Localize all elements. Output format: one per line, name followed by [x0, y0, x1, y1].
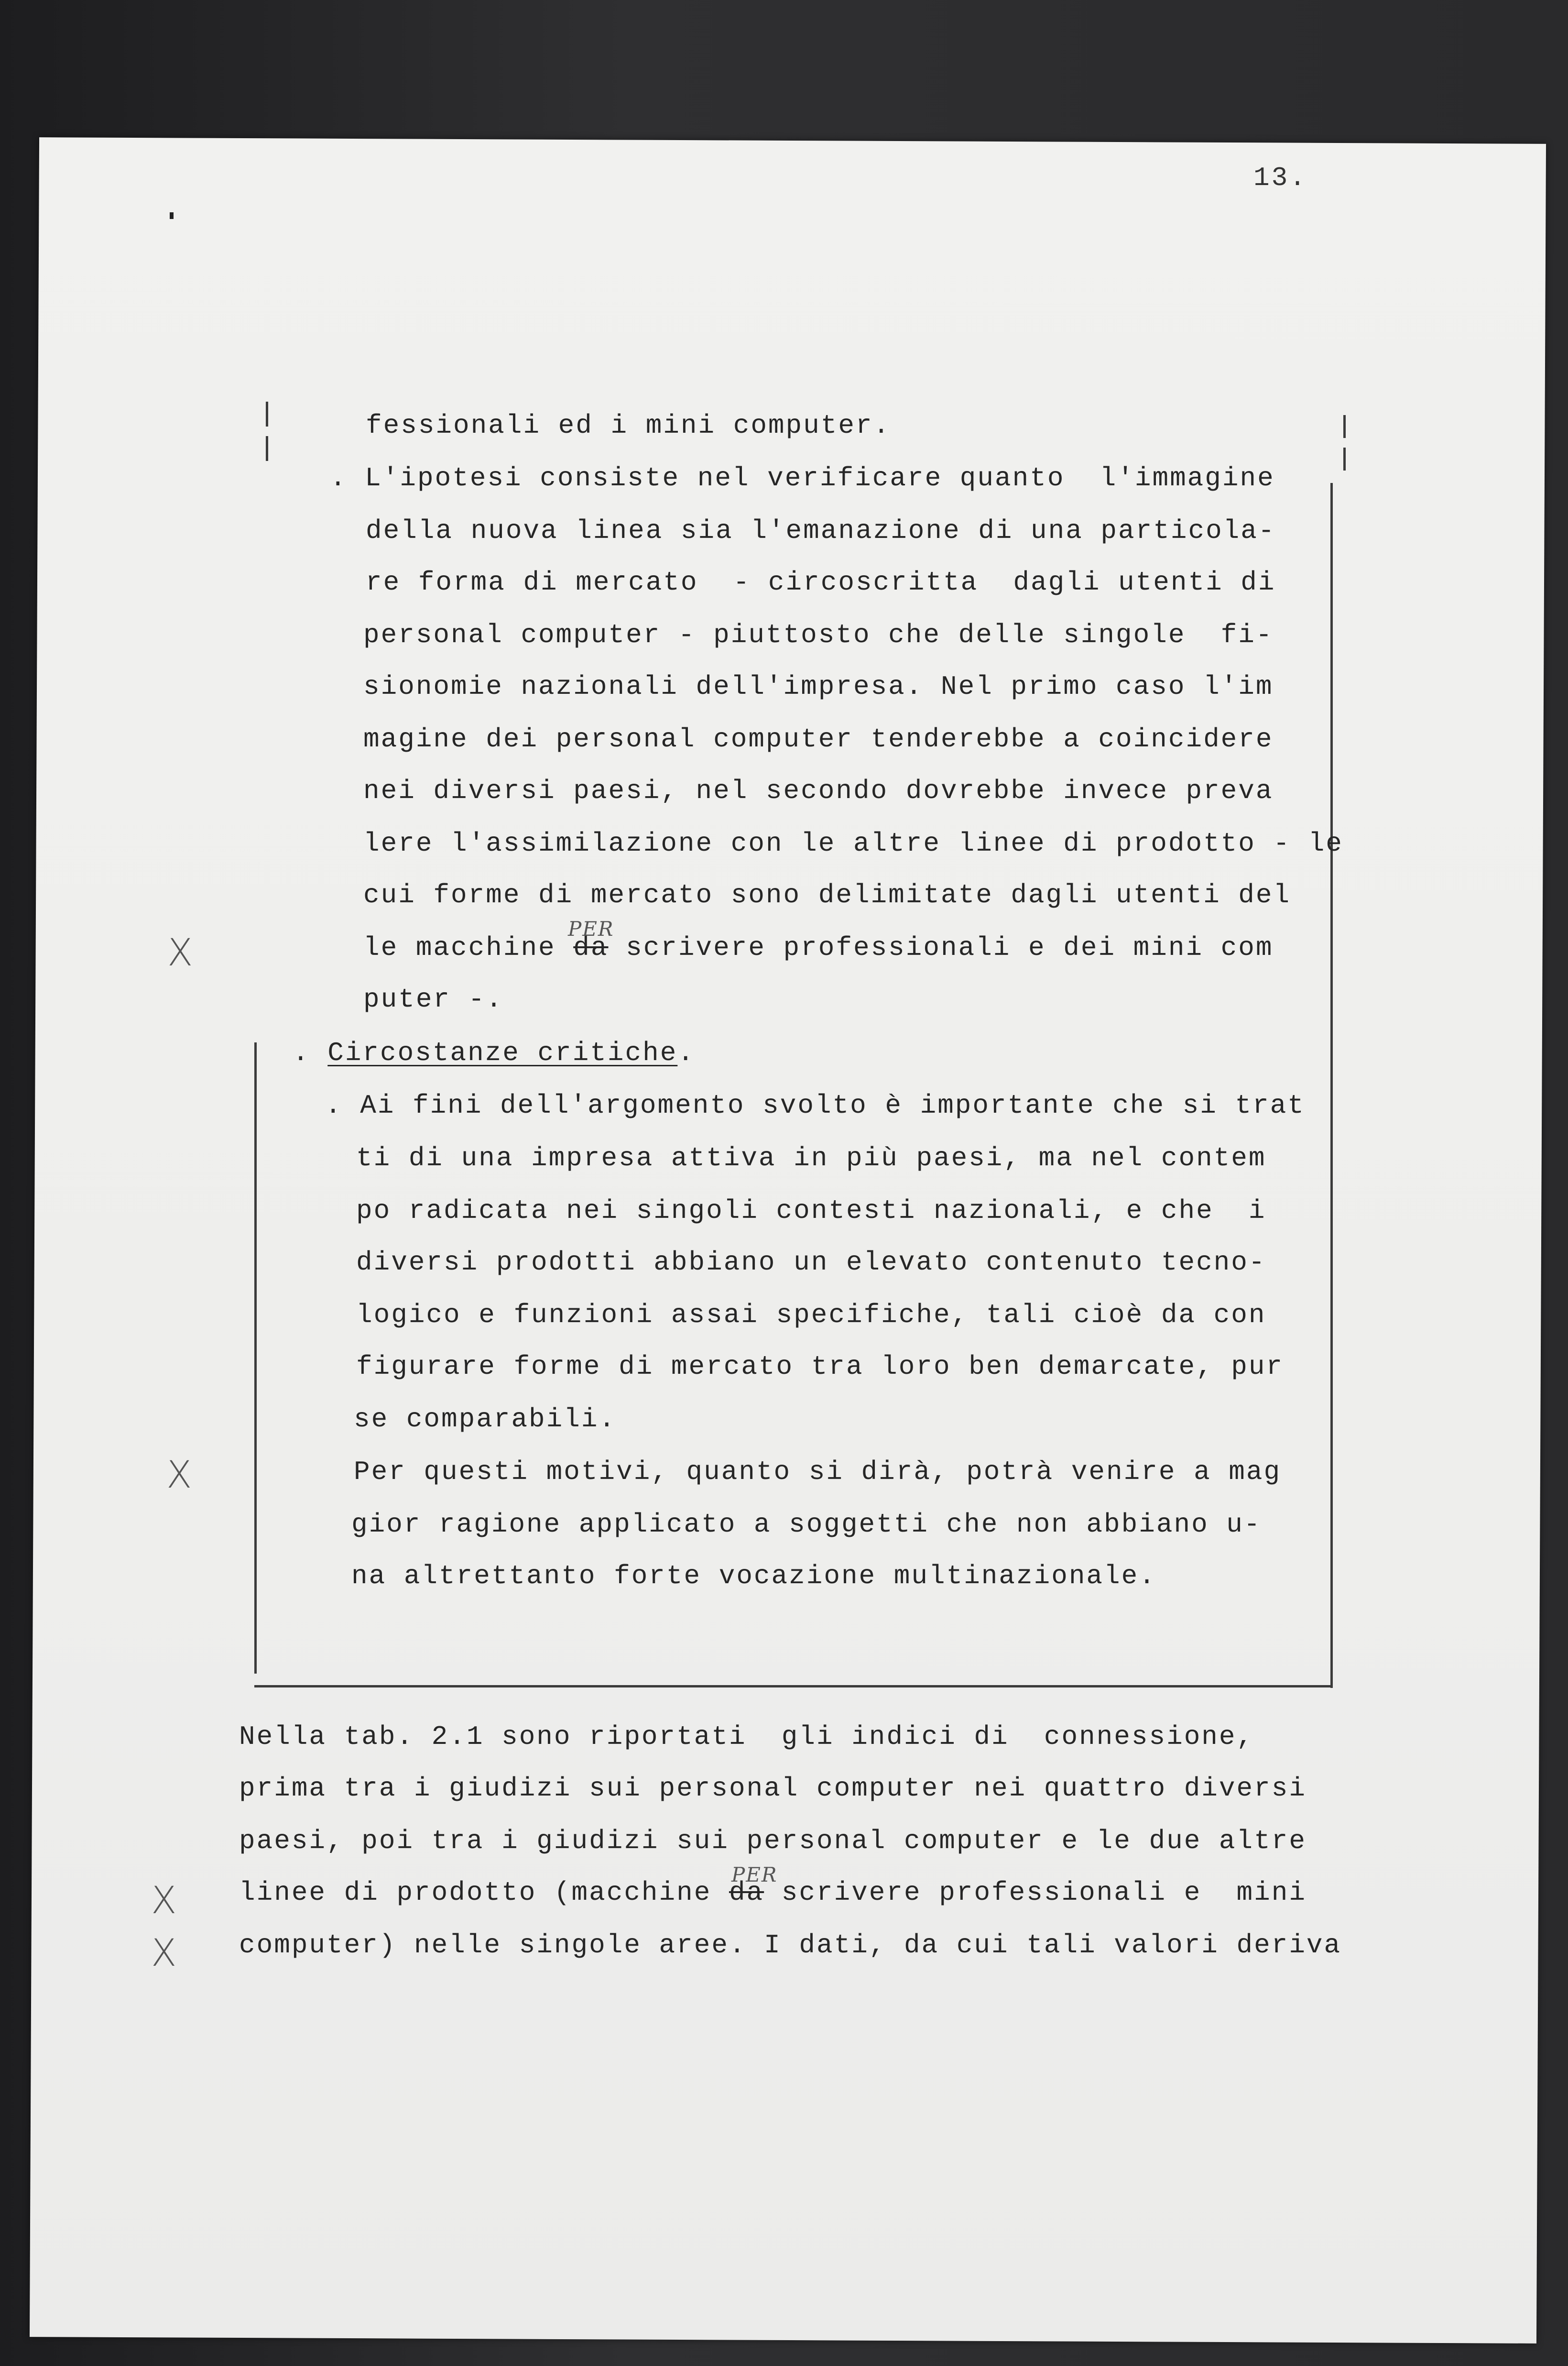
struck-word-da: da — [573, 932, 609, 963]
box-line-6: sionomie nazionali dell'impresa. Nel primo caso l'im — [363, 671, 1274, 702]
box-line-17: diversi prodotti abbiano un elevato contenuto tecno- — [356, 1247, 1266, 1278]
box-line-22: gior ragione applicato a soggetti che non abbiano u- — [351, 1509, 1262, 1540]
margin-x-mark-2: X — [166, 1454, 192, 1497]
body-line-5: computer) nelle singole aree. I dati, da cui tali valori deriva — [239, 1930, 1342, 1961]
box-right-bar — [1330, 483, 1333, 1688]
box-line-3: della nuova linea sia l'emanazione di una particola- — [366, 515, 1276, 546]
margin-x-mark-3: X — [151, 1879, 177, 1922]
box-line-11 — [363, 932, 1274, 963]
box-line-19: figurare forme di mercato tra loro ben demarcate, pur — [356, 1351, 1284, 1382]
box-line-14: . Ai fini dell'argomento svolto è importante che si trat — [325, 1090, 1305, 1121]
page-number: 13. — [1253, 163, 1307, 193]
handwritten-correction-per: PER — [568, 917, 614, 941]
box-left-bar-top-2 — [266, 436, 268, 461]
body-line-1: Nella tab. 2.1 sono riportati gli indici di connessione, — [239, 1721, 1254, 1752]
box-line-4: re forma di mercato - circoscritta dagli utenti di — [366, 567, 1276, 598]
box-line-23: na altrettanto forte vocazione multinazionale. — [351, 1561, 1156, 1591]
margin-speck — [170, 212, 174, 219]
box-line-9: lere l'assimilazione con le altre linee di prodotto - le — [363, 828, 1343, 859]
box-line-11-end: scrivere professionali e dei mini com — [608, 932, 1274, 963]
box-line-20: se comparabili. — [354, 1404, 617, 1435]
box-right-bar-top-2 — [1343, 448, 1346, 471]
box-left-bar-top-1 — [266, 402, 268, 427]
body-line-2: prima tra i giudizi sui personal computer nei quattro diversi — [239, 1773, 1307, 1804]
box-line-10: cui forme di mercato sono delimitate dagli utenti del — [363, 880, 1291, 910]
section-heading-bullet: . — [293, 1038, 328, 1068]
box-bottom-rule — [254, 1685, 1333, 1687]
box-line-21: Per questi motivi, quanto si dirà, potrà venire a mag — [354, 1457, 1282, 1487]
section-heading — [293, 1038, 695, 1068]
section-heading-text: Circostanze critiche — [327, 1038, 678, 1068]
box-line-5: personal computer - piuttosto che delle singole fi- — [363, 620, 1274, 650]
margin-x-mark-4: X — [151, 1932, 177, 1975]
box-line-18: logico e funzioni assai specifiche, tali cioè da con — [356, 1300, 1266, 1330]
box-left-bar — [254, 1042, 257, 1674]
body-line-4-start: linee di prodotto (macchine — [239, 1877, 729, 1908]
body-line-4-end: scrivere professionali e mini — [764, 1877, 1307, 1908]
box-line-15: ti di una impresa attiva in più paesi, ma nel contem — [356, 1143, 1266, 1173]
box-line-16: po radicata nei singoli contesti nazionali, e che i — [356, 1195, 1266, 1226]
box-line-2: . L'ipotesi consiste nel verificare quanto l'immagine — [330, 463, 1275, 493]
box-line-12: puter -. — [363, 984, 503, 1015]
body-line-3: paesi, poi tra i giudizi sui personal computer e le due altre — [239, 1826, 1307, 1856]
section-heading-period: . — [677, 1038, 695, 1068]
box-line-7: magine dei personal computer tenderebbe a coincidere — [363, 724, 1274, 755]
margin-x-mark-1: X — [167, 931, 193, 975]
box-line-8: nei diversi paesi, nel secondo dovrebbe invece preva — [363, 776, 1274, 806]
handwritten-correction-per-2: PER — [731, 1863, 778, 1886]
box-right-bar-top-1 — [1343, 415, 1346, 438]
box-line-11-start: le macchine — [363, 932, 574, 963]
struck-word-da-2: da — [729, 1877, 764, 1908]
box-line-1: fessionali ed i mini computer. — [366, 410, 891, 441]
